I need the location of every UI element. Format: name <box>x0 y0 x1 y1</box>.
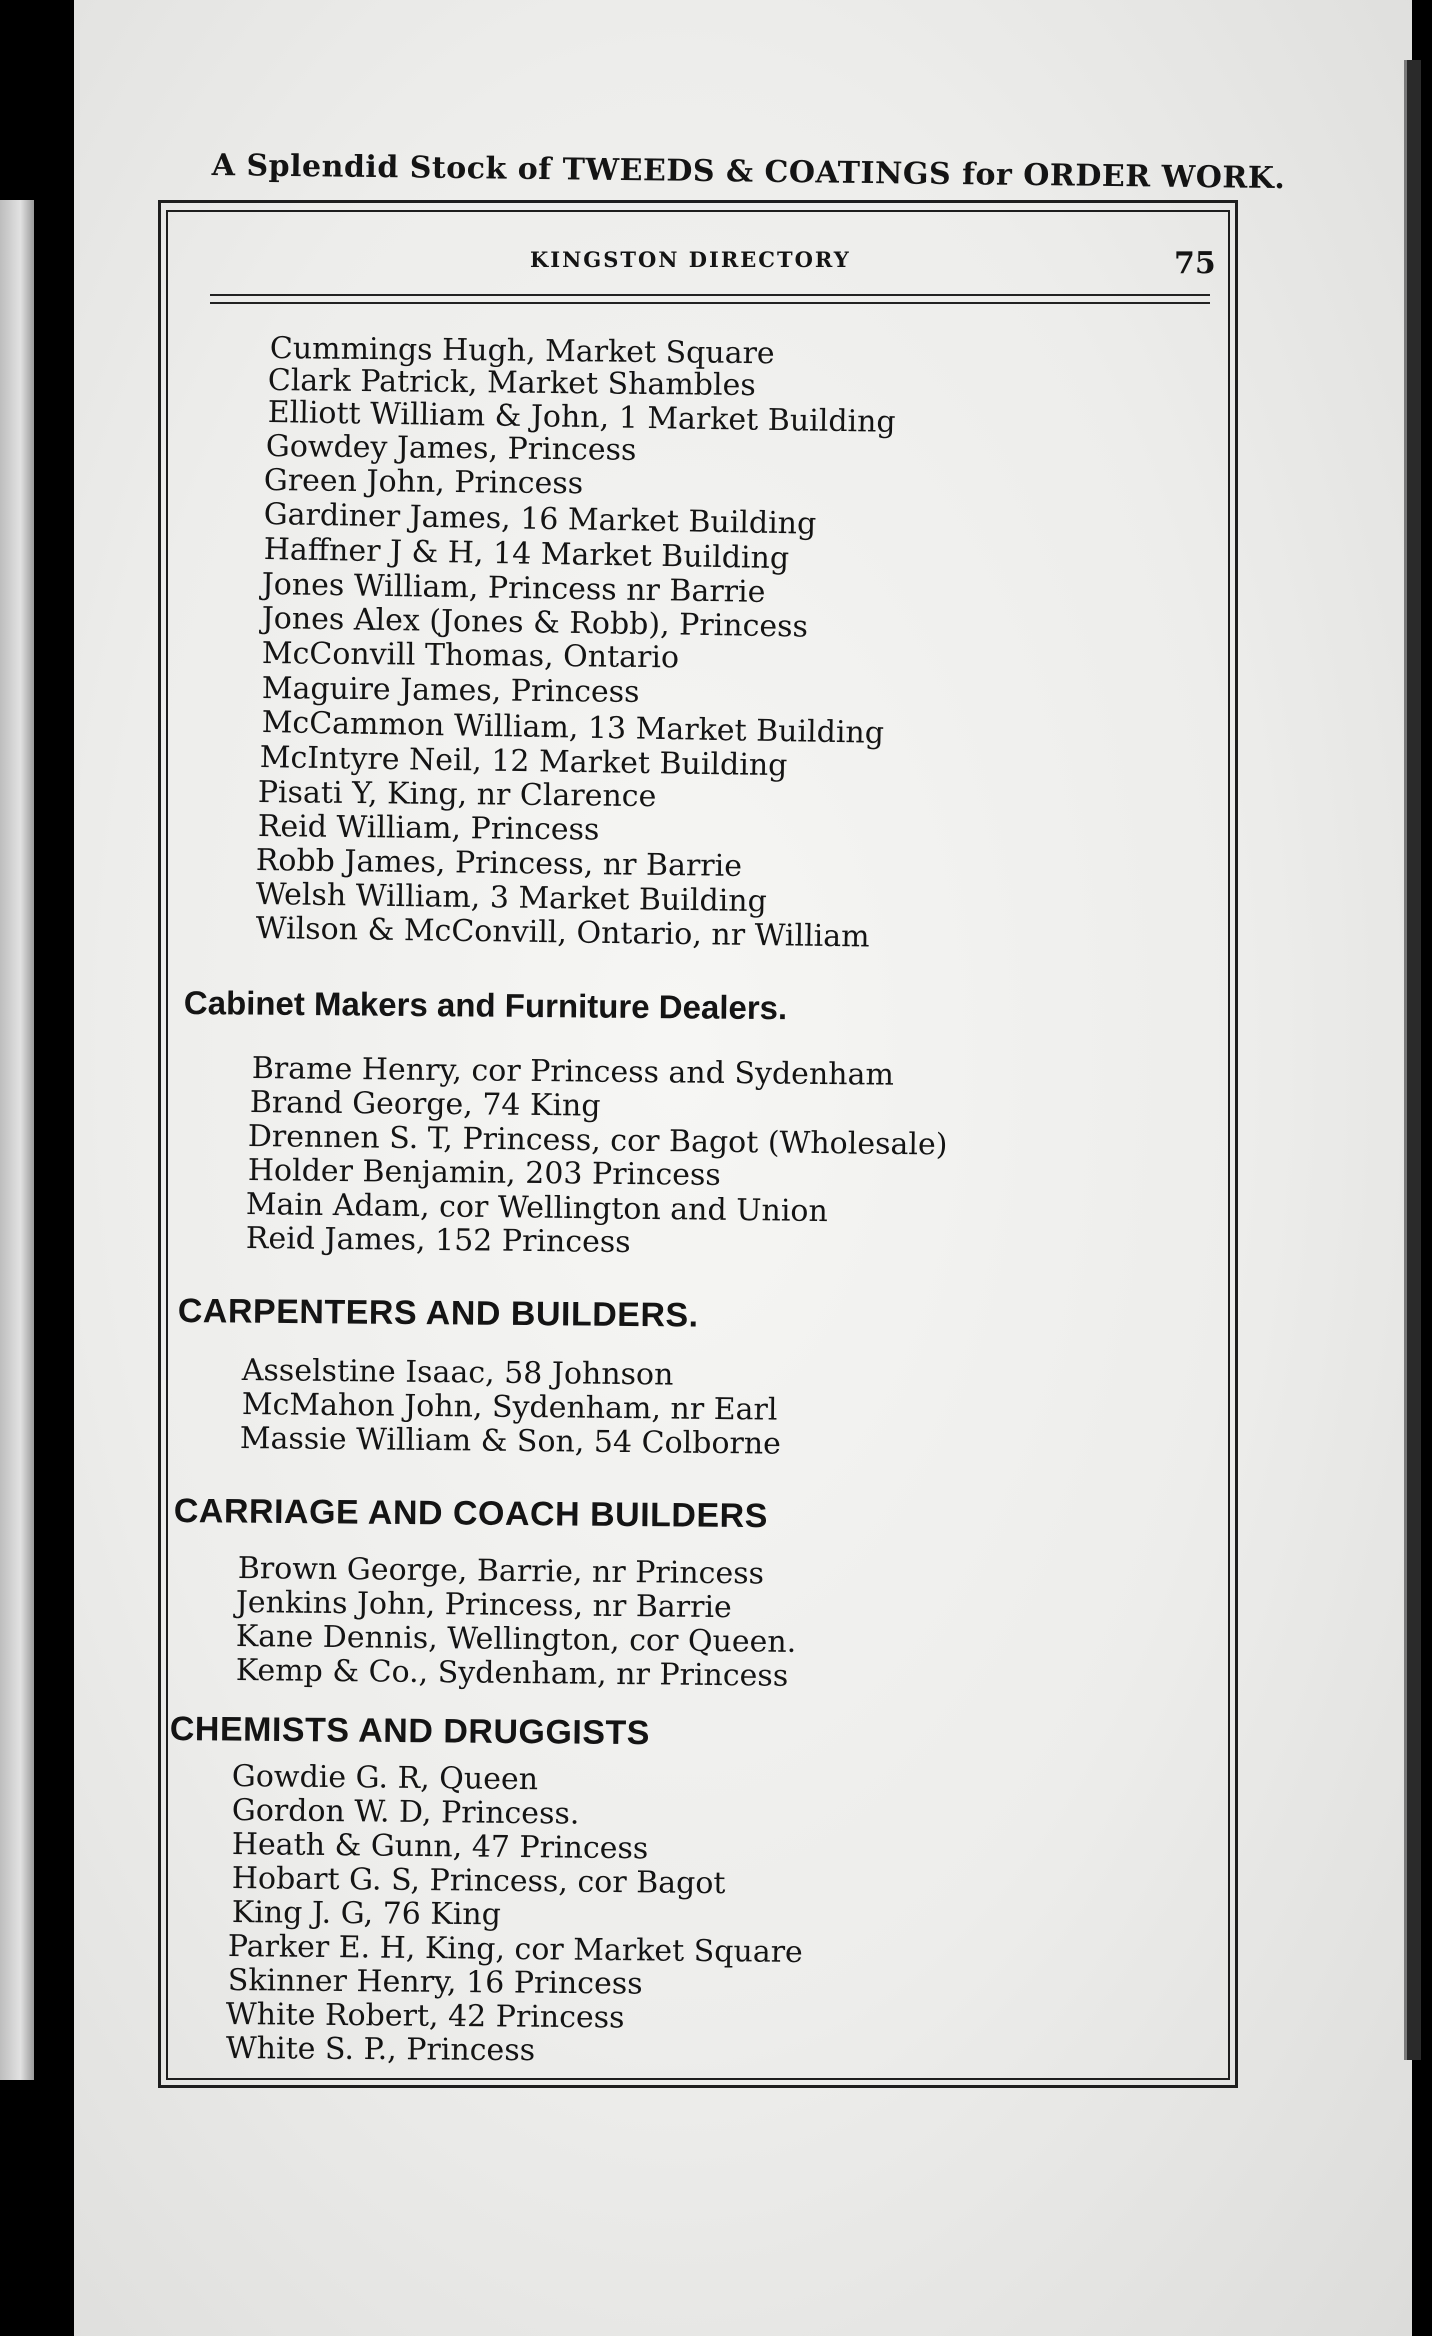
directory-entry: Holder Benjamin, 203 Princess <box>247 1153 721 1193</box>
directory-entry: Hobart G. S, Princess, cor Bagot <box>231 1861 726 1902</box>
directory-entry: Reid James, 152 Princess <box>245 1221 631 1261</box>
directory-entry: Clark Patrick, Market Shambles <box>267 363 756 404</box>
directory-entry: Gordon W. D, Princess. <box>231 1793 580 1832</box>
directory-entry: Brame Henry, cor Princess and Sydenham <box>251 1051 895 1093</box>
section-heading: CARPENTERS AND BUILDERS. <box>177 1292 699 1335</box>
directory-entry: Pisati Y, King, nr Clarence <box>257 775 657 815</box>
section-heading: CHEMISTS AND DRUGGISTS <box>169 1710 651 1753</box>
page-number: 75 <box>1174 246 1216 281</box>
directory-entry: Welsh William, 3 Market Building <box>255 877 768 920</box>
directory-entry: Kemp & Co., Sydenham, nr Princess <box>235 1653 789 1694</box>
directory-entry: White Robert, 42 Princess <box>225 1997 625 2036</box>
directory-entry: Drennen S. T, Princess, cor Bagot (Wholesale) <box>247 1119 948 1163</box>
directory-entry: Wilson & McConvill, Ontario, nr William <box>255 911 870 955</box>
directory-entry: McMahon John, Sydenham, nr Earl <box>241 1387 778 1428</box>
directory-entry: Asselstine Isaac, 58 Johnson <box>241 1353 674 1393</box>
directory-entry: Gardiner James, 16 Market Building <box>263 497 817 542</box>
directory-entry: Elliott William & John, 1 Market Building <box>267 395 896 440</box>
directory-entry: Main Adam, cor Wellington and Union <box>245 1187 829 1230</box>
directory-entry: Haffner J & H, 14 Market Building <box>263 532 790 577</box>
directory-entry: Maguire James, Princess <box>261 671 640 710</box>
running-header-title: KINGSTON DIRECTORY <box>530 247 851 272</box>
directory-entry: Cummings Hugh, Market Square <box>269 331 775 372</box>
directory-entry: Gowdie G. R, Queen <box>231 1759 539 1798</box>
directory-entry: White S. P., Princess <box>225 2031 536 2069</box>
directory-entry: Massie William & Son, 54 Colborne <box>239 1421 782 1462</box>
directory-entry: Brown George, Barrie, nr Princess <box>237 1551 765 1592</box>
directory-entry: Brand George, 74 King <box>249 1085 601 1124</box>
directory-entry: Jones Alex (Jones & Robb), Princess <box>261 601 809 645</box>
directory-entry: King J. G, 76 King <box>231 1895 502 1933</box>
directory-entry: Reid William, Princess <box>257 809 600 848</box>
directory-entry: Kane Dennis, Wellington, cor Queen. <box>235 1619 797 1660</box>
directory-entry: Jones William, Princess nr Barrie <box>261 567 766 610</box>
advertisement-banner: A Splendid Stock of TWEEDS & COATINGS for ORDER WORK. <box>211 148 1286 197</box>
directory-entry: Green John, Princess <box>263 463 584 502</box>
section-heading: CARRIAGE AND COACH BUILDERS <box>173 1492 769 1536</box>
section-heading: Cabinet Makers and Furniture Dealers. <box>183 984 788 1027</box>
directory-entry: Skinner Henry, 16 Princess <box>227 1963 643 2002</box>
directory-entry: Robb James, Princess, nr Barrie <box>255 843 743 884</box>
directory-entry: Gowdey James, Princess <box>265 429 637 468</box>
directory-entry: McCammon William, 13 Market Building <box>261 705 885 751</box>
directory-entry: McConvill Thomas, Ontario <box>261 636 680 676</box>
directory-entry: McIntyre Neil, 12 Market Building <box>259 740 788 784</box>
directory-entry: Jenkins John, Princess, nr Barrie <box>235 1585 732 1626</box>
directory-entry: Parker E. H, King, cor Market Square <box>227 1929 803 1971</box>
directory-entry: Heath & Gunn, 47 Princess <box>231 1827 649 1867</box>
